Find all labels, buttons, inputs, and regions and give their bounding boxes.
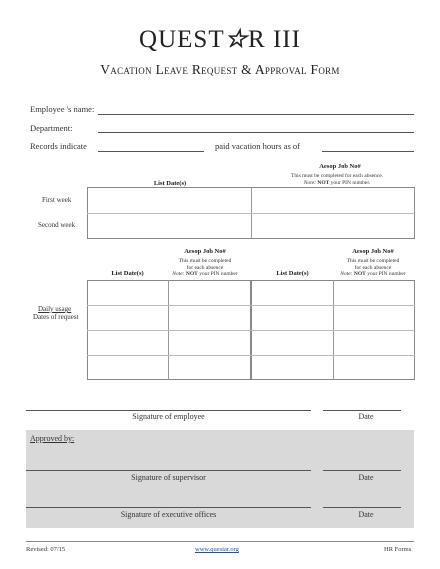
first-week-dates-cell[interactable] xyxy=(88,188,250,213)
employee-date-line[interactable] xyxy=(323,410,401,411)
weekly-aesop-note-line2 xyxy=(262,180,412,187)
department-label: Department: xyxy=(30,123,73,133)
executive-date-line[interactable] xyxy=(323,507,401,508)
daily-note-left-line1: This must be completed xyxy=(178,258,232,264)
daily-note-right-line3 xyxy=(333,271,413,278)
logo-text: QUEST xyxy=(139,26,225,53)
weekly-aesop-note xyxy=(262,173,412,186)
department-field[interactable] xyxy=(98,132,414,133)
daily-aesop-header-right: Aesop Job No# xyxy=(352,248,394,255)
employee-signature-line[interactable] xyxy=(26,410,311,411)
weekly-aesop-header: Aesop Job No# xyxy=(319,163,361,170)
daily-aesop-header-left: Aesop Job No# xyxy=(184,248,226,255)
supervisor-date-caption: Date xyxy=(358,473,374,482)
daily-note-left-prefix: Note: xyxy=(172,271,186,277)
dates-of-request-label: Dates of request xyxy=(33,313,79,321)
daily-list-dates-header-left: List Date(s) xyxy=(111,270,144,277)
weekly-note-prefix: Note: xyxy=(303,179,318,186)
form-title: Vacation Leave Request & Approval Form xyxy=(100,62,340,77)
supervisor-date-line[interactable] xyxy=(323,470,401,471)
first-week-label: First week xyxy=(42,196,72,204)
company-logo xyxy=(0,24,440,54)
second-week-dates-cell[interactable] xyxy=(88,214,250,238)
daily-note-right-not: NOT xyxy=(353,271,366,277)
approved-by-label: Approved by: xyxy=(30,434,75,443)
revised-date: Revised: 07/15 xyxy=(26,546,66,553)
executive-signature-line[interactable] xyxy=(26,507,311,508)
daily-list-dates-header-right: List Date(s) xyxy=(276,270,309,277)
executive-signature-caption: Signature of executive offices xyxy=(120,510,217,519)
daily-note-left-not: NOT xyxy=(185,271,198,277)
website-link[interactable]: www.questar.org xyxy=(195,546,239,553)
paid-hours-label: paid vacation hours as of xyxy=(215,141,300,151)
supervisor-signature-line[interactable] xyxy=(26,470,311,471)
employee-name-field[interactable] xyxy=(98,114,414,115)
hr-forms-label: HR Forms xyxy=(384,546,412,553)
footer-divider xyxy=(26,541,414,542)
second-week-label: Second week xyxy=(38,221,76,229)
as-of-date-field[interactable] xyxy=(322,151,414,152)
weekly-note-not: NOT xyxy=(317,179,330,186)
weekly-aesop-note-line1: This must be completed for each absence. xyxy=(290,173,384,179)
daily-aesop-note-left xyxy=(165,258,245,278)
employee-date-caption: Date xyxy=(358,412,374,421)
daily-note-right-suffix: your PIN number xyxy=(365,271,406,277)
daily-entry-area[interactable] xyxy=(88,281,414,379)
executive-date-caption: Date xyxy=(358,510,374,519)
supervisor-signature-caption: Signature of supervisor xyxy=(131,473,206,482)
second-week-aesop-cell[interactable] xyxy=(252,214,414,238)
weekly-list-dates-header: List Date(s) xyxy=(153,180,187,187)
daily-note-right-line1: This must be completed xyxy=(346,258,400,264)
star-icon: ☆ xyxy=(224,26,249,53)
daily-note-left-line2: for each absence xyxy=(186,264,224,271)
logo-suffix: R III xyxy=(248,26,301,53)
records-hours-field[interactable] xyxy=(98,151,204,152)
employee-signature-caption: Signature of employee xyxy=(132,412,205,421)
records-label: Records indicate xyxy=(30,141,87,151)
daily-aesop-note-right xyxy=(333,258,413,278)
employee-name-label: Employee 's name: xyxy=(30,104,95,114)
weekly-note-suffix: your PIN number. xyxy=(329,179,371,186)
daily-usage-label: Daily usage xyxy=(38,305,72,313)
daily-note-right-line2: for each absence xyxy=(354,264,392,271)
daily-note-left-line3 xyxy=(165,271,245,278)
daily-note-right-prefix: Note: xyxy=(340,271,354,277)
first-week-aesop-cell[interactable] xyxy=(252,188,414,213)
daily-note-left-suffix: your PIN number xyxy=(197,271,238,277)
